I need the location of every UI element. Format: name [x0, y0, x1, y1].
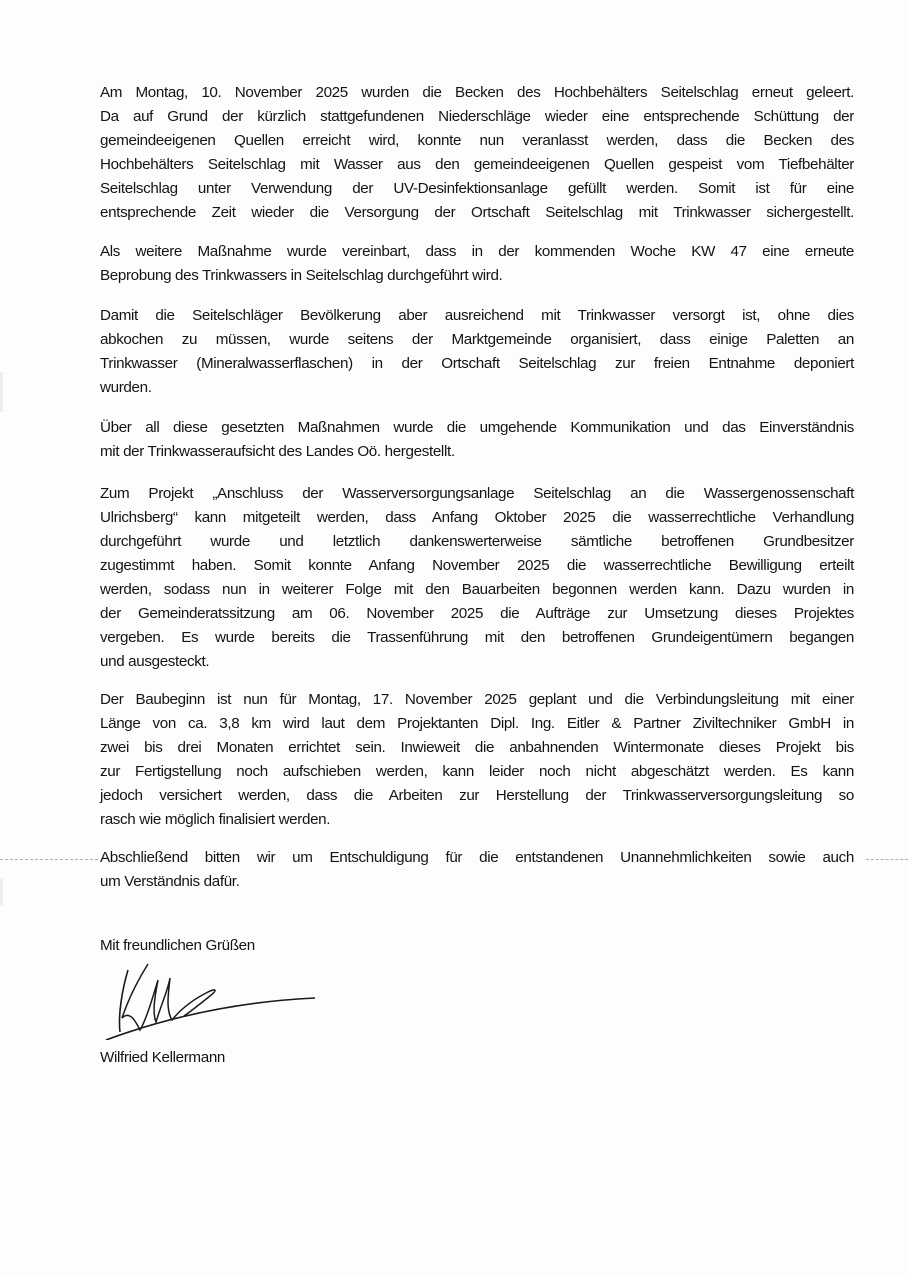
text-line: rasch wie möglich finalisiert werden. [100, 811, 331, 828]
scan-edge-mark [0, 372, 3, 412]
text-line: Als weitere Maßnahme wurde vereinbart, dass in der kommenden Woche KW 47 eine erneute [100, 243, 854, 260]
text-line: Länge von ca. 3,8 km wird laut dem Projektanten Dipl. Ing. Eitler & Partner Ziviltechniker GmbH in [100, 715, 854, 732]
text-line: entsprechende Zeit wieder die Versorgung der Ortschaft Seitelschlag mit Trinkwasser sichergestellt. [100, 204, 854, 221]
paragraph-reservoir-refill [100, 81, 854, 225]
text-line: Der Baubeginn ist nun für Montag, 17. November 2025 geplant und die Verbindungsleitung mit einer [100, 691, 854, 708]
text-line: zur Fertigstellung noch aufschieben werden, kann leider noch nicht abgeschätzt werden. Es kann [100, 763, 854, 780]
scan-edge-mark [0, 878, 3, 906]
paragraph-project-connection [100, 482, 854, 674]
text-line: und ausgesteckt. [100, 653, 210, 670]
text-line: Trinkwasser (Mineralwasserflaschen) in der Ortschaft Seitelschlag zur freien Entnahme deponiert [100, 355, 854, 372]
text-line: vergeben. Es wurde bereits die Trassenführung mit den betroffenen Grundeigentümern begangen [100, 629, 854, 646]
text-line: gemeindeeigenen Quellen erreicht wird, konnte nun veranlasst werden, dass die Becken des [100, 132, 854, 149]
fold-line-left [0, 859, 98, 860]
text-line: Da auf Grund der kürzlich stattgefundenen Niederschläge wieder eine entsprechende Schüttung der [100, 108, 854, 125]
text-line: Hochbehälters Seitelschlag mit Wasser aus den gemeindeeigenen Quellen gespeist vom Tiefbehälter [100, 156, 854, 173]
text-line: Damit die Seitelschläger Bevölkerung aber ausreichend mit Trinkwasser versorgt ist, ohne dies [100, 307, 854, 324]
text-line: Abschließend bitten wir um Entschuldigung für die entstandenen Unannehmlichkeiten sowie auch [100, 849, 854, 866]
paragraph-construction-start [100, 688, 854, 832]
text-line: durchgeführt wurde und letztlich dankenswerterweise sämtliche betroffenen Grundbesitzer [100, 533, 854, 550]
paragraph-apology [100, 846, 854, 894]
text-line: jedoch versichert werden, dass die Arbeiten zur Herstellung der Trinkwasserversorgungsleitung so [100, 787, 854, 804]
text-line: Am Montag, 10. November 2025 wurden die Becken des Hochbehälters Seitelschlag erneut geleert. [100, 84, 854, 101]
paragraph-bottled-water [100, 304, 854, 400]
text-line: wurden. [100, 379, 152, 396]
closing-salutation: Mit freundlichen Grüßen [100, 937, 255, 954]
text-line: Zum Projekt „Anschluss der Wasserversorgungsanlage Seitelschlag an die Wassergenossenschaft [100, 485, 854, 502]
signatory-name: Wilfried Kellermann [100, 1049, 226, 1066]
paragraph-water-sampling [100, 240, 854, 288]
text-line: mit der Trinkwasseraufsicht des Landes Oö. hergestellt. [100, 443, 455, 460]
fold-line-right [866, 859, 908, 860]
text-line: Seitelschlag unter Verwendung der UV-Desinfektionsanlage gefüllt werden. Somit ist für eine [100, 180, 854, 197]
signature-icon [100, 960, 320, 1040]
text-line: der Gemeinderatssitzung am 06. November 2025 die Aufträge zur Umsetzung dieses Projektes [100, 605, 854, 622]
text-line: Über all diese gesetzten Maßnahmen wurde die umgehende Kommunikation und das Einverständnis [100, 419, 854, 436]
text-line: zugestimmt haben. Somit konnte Anfang November 2025 die wasserrechtliche Bewilligung erteilt [100, 557, 854, 574]
text-line: werden, sodass nun in weiterer Folge mit den Bauarbeiten begonnen werden kann. Dazu wurden in [100, 581, 854, 598]
text-line: zwei bis drei Monaten errichtet sein. Inwieweit die anbahnenden Wintermonate dieses Projekt bis [100, 739, 854, 756]
text-line: um Verständnis dafür. [100, 873, 240, 890]
text-line: Beprobung des Trinkwassers in Seitelschlag durchgeführt wird. [100, 267, 503, 284]
text-line: Ulrichsberg“ kann mitgeteilt werden, dass Anfang Oktober 2025 die wasserrechtliche Verhandlung [100, 509, 854, 526]
text-line: abkochen zu müssen, wurde seitens der Marktgemeinde organisiert, dass einige Paletten an [100, 331, 854, 348]
paragraph-communication [100, 416, 854, 464]
